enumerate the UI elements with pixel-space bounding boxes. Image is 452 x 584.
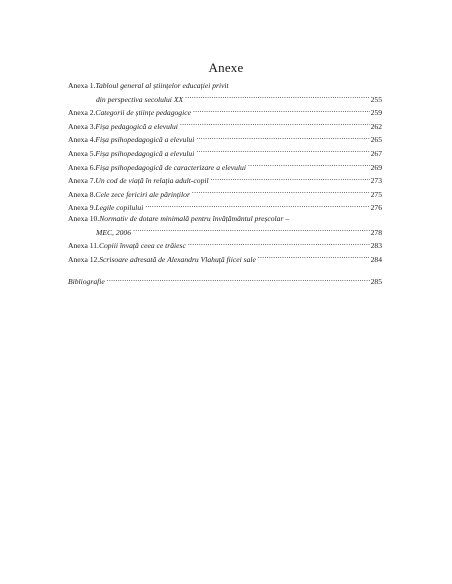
- dot-leader: [107, 274, 370, 284]
- toc-entry-anexa-3[interactable]: [68, 119, 382, 133]
- toc-entry-label: Anexa 2.: [68, 108, 96, 118]
- toc-entry-page: 255: [370, 94, 382, 104]
- toc-entry-label: Anexa 5.: [68, 148, 96, 158]
- toc-entry-title: Copiii învață ceea ce trăiesc: [98, 241, 186, 251]
- toc-entry-page: 267: [370, 148, 382, 158]
- toc-entry-label: Anexa 10.: [68, 213, 100, 223]
- dot-leader: [211, 173, 370, 183]
- toc-entry-label: Anexa 7.: [68, 176, 96, 186]
- toc-entry-title: MEC, 2006: [96, 227, 132, 237]
- dot-leader: [192, 187, 370, 197]
- toc-entry-anexa-7[interactable]: [68, 173, 382, 187]
- page-title: Anexe: [208, 60, 244, 75]
- toc-entry-page: 283: [370, 241, 382, 251]
- toc-entry-title: Categorii de științe pedagogice: [95, 108, 191, 118]
- toc-entry-anexa-10-continued[interactable]: [68, 225, 382, 239]
- toc-entry-page: 285: [370, 277, 382, 287]
- toc-entry-anexa-2[interactable]: [68, 105, 382, 119]
- toc-entry-title: Fișa psihopedagogică de caracterizare a elevului: [95, 162, 246, 172]
- toc-entry-title: Bibliografie: [68, 277, 105, 287]
- dot-leader: [145, 200, 369, 210]
- section-spacer: [68, 265, 382, 274]
- toc-entry-anexa-5[interactable]: [68, 146, 382, 160]
- toc-entry-bibliography[interactable]: [68, 274, 382, 288]
- toc-entry-label: Anexa 12.: [68, 254, 100, 264]
- toc-entry-label: Anexa 9.: [68, 203, 96, 213]
- toc-entry-label: Anexa 8.: [68, 189, 96, 199]
- toc-entry-page: 278: [370, 227, 382, 237]
- toc-entry-label: Anexa 11.: [68, 241, 99, 251]
- dot-leader: [196, 132, 369, 142]
- toc-entry-anexa-8[interactable]: [68, 187, 382, 201]
- dot-leader: [258, 252, 370, 262]
- toc-entry-page: 259: [370, 108, 382, 118]
- toc-entry-title: din perspectiva secolului XX: [96, 94, 184, 104]
- toc-entry-title: Scrisoare adresată de Alexandru Vlahuță fiicei sale: [99, 254, 256, 264]
- toc-entry-label: Anexa 1.: [68, 81, 96, 90]
- toc-entry-title: Cele zece fericiri ale părinților: [95, 189, 190, 199]
- toc-entry-title: Fișa psihopedagogică a elevului: [95, 135, 195, 145]
- toc-entry-anexa-4[interactable]: [68, 132, 382, 146]
- toc-entry-anexa-9[interactable]: [68, 200, 382, 214]
- toc-entry-anexa-1-continued[interactable]: [68, 92, 382, 106]
- toc-entry-label: Anexa 3.: [68, 121, 96, 131]
- dot-leader: [188, 238, 370, 248]
- toc-entry-title: Fișa psihopedagogică a elevului: [95, 148, 195, 158]
- toc-entry-title: Normativ de dotare minimală pentru învățământul preșcolar –: [99, 213, 290, 223]
- dot-leader: [133, 225, 370, 235]
- toc-entry-anexa-10[interactable]: [68, 214, 382, 225]
- toc-entry-anexa-12[interactable]: [68, 252, 382, 266]
- toc-entry-title: Tabloul general al științelor educației privit: [95, 81, 229, 90]
- dot-leader: [185, 92, 370, 102]
- toc-entry-page: 275: [370, 189, 382, 199]
- toc-entry-label: Anexa 4.: [68, 135, 96, 145]
- toc-entry-anexa-6[interactable]: [68, 160, 382, 174]
- dot-leader: [193, 105, 370, 115]
- dot-leader: [196, 146, 369, 156]
- toc-entry-page: 284: [370, 254, 382, 264]
- toc-entry-anexa-1[interactable]: [68, 81, 382, 92]
- dot-leader: [180, 119, 370, 129]
- toc-entry-label: Anexa 6.: [68, 162, 96, 172]
- toc-entry-page: 265: [370, 135, 382, 145]
- table-of-contents: [68, 81, 382, 288]
- toc-entry-page: 273: [370, 176, 382, 186]
- toc-entry-title: Un cod de viață în relația adult-copil: [95, 176, 209, 186]
- toc-entry-page: 262: [370, 121, 382, 131]
- toc-entry-page: 276: [370, 203, 382, 213]
- toc-entry-title: Legile copilului: [95, 203, 144, 213]
- toc-entry-anexa-11[interactable]: [68, 238, 382, 252]
- dot-leader: [248, 160, 370, 170]
- toc-entry-page: 269: [370, 162, 382, 172]
- toc-entry-title: Fișa pedagogică a elevului: [95, 121, 178, 131]
